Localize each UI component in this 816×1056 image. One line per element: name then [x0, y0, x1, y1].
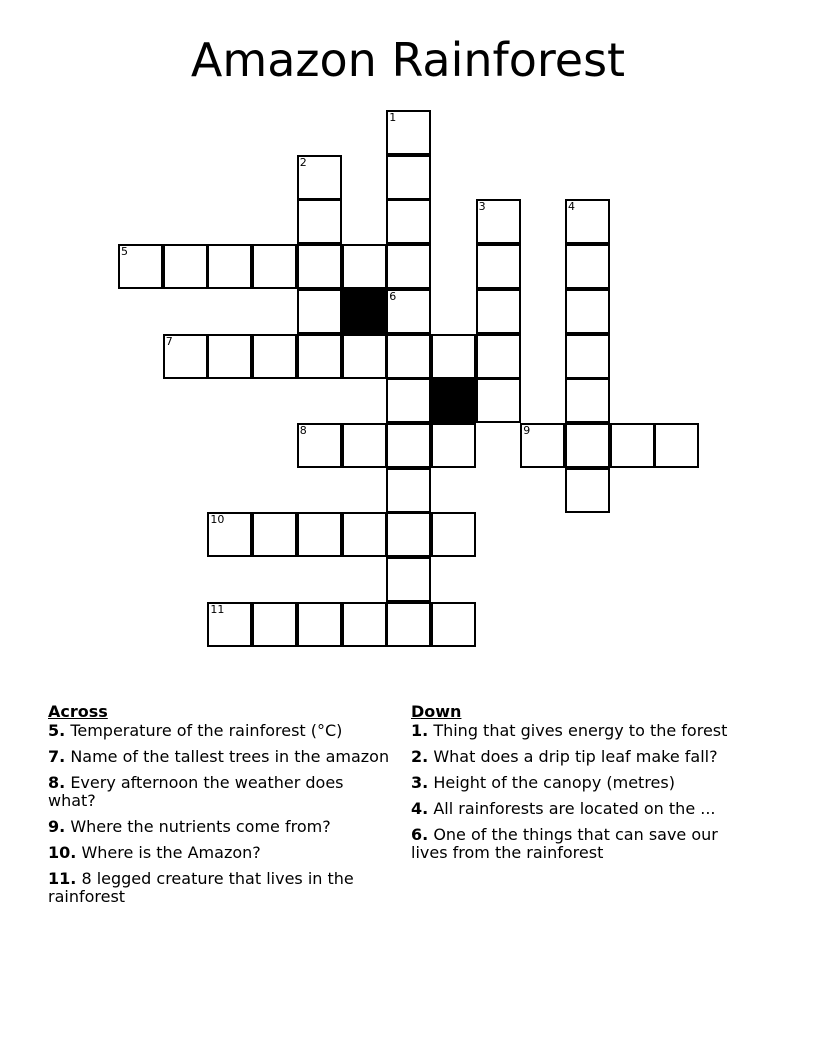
clue-text: All rainforests are located on the ...: [433, 799, 716, 818]
grid-cell[interactable]: [297, 199, 342, 244]
down-clue: [411, 722, 741, 740]
clue-text: Where the nutrients come from?: [70, 817, 331, 836]
across-clue: [48, 722, 393, 740]
grid-cell[interactable]: [431, 602, 476, 647]
down-clues: [411, 703, 741, 870]
clue-number: 6: [389, 289, 397, 303]
across-clue: [48, 774, 393, 810]
grid-cell[interactable]: [565, 289, 610, 334]
grid-cell[interactable]: [297, 289, 342, 334]
grid-cell[interactable]: [163, 334, 208, 379]
grid-cell[interactable]: [163, 244, 208, 289]
grid-cell[interactable]: [386, 423, 431, 468]
across-heading: Across: [48, 702, 108, 721]
grid-cell[interactable]: [565, 423, 610, 468]
grid-cell[interactable]: [297, 512, 342, 557]
clue-number-label: 6.: [411, 825, 429, 844]
grid-cell[interactable]: [342, 602, 387, 647]
clue-number-label: 3.: [411, 773, 429, 792]
clue-number-label: 8.: [48, 773, 66, 792]
grid-cell[interactable]: [565, 334, 610, 379]
clue-number: 11: [210, 602, 225, 616]
grid-cell[interactable]: [565, 244, 610, 289]
grid-cell[interactable]: [252, 334, 297, 379]
grid-cell[interactable]: [207, 334, 252, 379]
grid-cell[interactable]: [386, 244, 431, 289]
clue-number-label: 7.: [48, 747, 66, 766]
grid-cell[interactable]: [386, 289, 431, 334]
clue-text: 8 legged creature that lives in the rainforest: [48, 869, 354, 906]
grid-cell[interactable]: [431, 334, 476, 379]
grid-cell[interactable]: [342, 334, 387, 379]
grid-cell[interactable]: [386, 557, 431, 602]
grid-cell[interactable]: [386, 602, 431, 647]
grid-cell[interactable]: [342, 512, 387, 557]
clue-text: Every afternoon the weather does what?: [48, 773, 344, 810]
grid-cell[interactable]: [252, 512, 297, 557]
clue-number-label: 10.: [48, 843, 77, 862]
across-clue: [48, 818, 393, 836]
clue-number: 9: [523, 423, 531, 437]
grid-cell[interactable]: [610, 423, 655, 468]
grid-cell[interactable]: [297, 334, 342, 379]
clue-number-label: 2.: [411, 747, 429, 766]
grid-cell[interactable]: [252, 244, 297, 289]
clue-number-label: 4.: [411, 799, 429, 818]
clue-text: Temperature of the rainforest (°C): [70, 721, 343, 740]
clue-number: 2: [299, 155, 307, 169]
grid-cell[interactable]: [342, 423, 387, 468]
page-title: Amazon Rainforest: [190, 33, 626, 87]
grid-cell[interactable]: [386, 378, 431, 423]
clue-number-label: 5.: [48, 721, 66, 740]
grid-cell[interactable]: [297, 155, 342, 200]
clue-number: 5: [121, 245, 128, 259]
grid-cell[interactable]: [476, 244, 521, 289]
clue-text: Height of the canopy (metres): [433, 773, 675, 792]
grid-cell[interactable]: [297, 244, 342, 289]
clue-text: One of the things that can save our lives from the rainforest: [411, 825, 718, 862]
across-clue: [48, 748, 393, 766]
grid-cell[interactable]: [386, 199, 431, 244]
grid-cell[interactable]: [297, 423, 342, 468]
clue-number-label: 9.: [48, 817, 66, 836]
grid-cell[interactable]: [431, 423, 476, 468]
down-clue: [411, 748, 741, 766]
grid-cell[interactable]: [565, 378, 610, 423]
down-clue: [411, 774, 741, 792]
across-clue: [48, 870, 393, 906]
black-cell: [342, 289, 387, 334]
down-heading: Down: [411, 702, 462, 721]
grid-cell[interactable]: [565, 199, 610, 244]
clue-number: 3: [478, 200, 486, 214]
grid-cell[interactable]: [654, 423, 699, 468]
clue-number-label: 1.: [411, 721, 429, 740]
clue-number: 4: [568, 200, 575, 214]
grid-cell[interactable]: [520, 423, 565, 468]
grid-cell[interactable]: [342, 244, 387, 289]
grid-cell[interactable]: [386, 110, 431, 155]
grid-cell[interactable]: [476, 378, 521, 423]
grid-cell[interactable]: [207, 602, 252, 647]
grid-cell[interactable]: [207, 244, 252, 289]
grid-cell[interactable]: [386, 155, 431, 200]
grid-cell[interactable]: [207, 512, 252, 557]
grid-cell[interactable]: [118, 244, 163, 289]
clue-number: 10: [210, 513, 225, 527]
clue-number: 8: [299, 423, 307, 437]
clue-text: What does a drip tip leaf make fall?: [433, 747, 718, 766]
clue-number: 7: [165, 334, 173, 348]
clue-text: Name of the tallest trees in the amazon: [70, 747, 390, 766]
down-clue: [411, 826, 741, 862]
down-clue-list: [411, 722, 741, 862]
grid-cell[interactable]: [565, 468, 610, 513]
grid-cell[interactable]: [297, 602, 342, 647]
grid-cell[interactable]: [476, 334, 521, 379]
grid-cell[interactable]: [476, 289, 521, 334]
clue-number-label: 11.: [48, 869, 77, 888]
grid-cell[interactable]: [386, 334, 431, 379]
across-clues: [48, 703, 393, 914]
down-clue: [411, 800, 741, 818]
grid-cell[interactable]: [386, 468, 431, 513]
across-clue-list: [48, 722, 393, 906]
across-clue: [48, 844, 393, 862]
clue-number: 1: [389, 111, 397, 124]
grid-cell[interactable]: [476, 199, 521, 244]
black-cell: [431, 378, 476, 423]
clue-text: Thing that gives energy to the forest: [433, 721, 728, 740]
grid-cell[interactable]: [252, 602, 297, 647]
grid-cell[interactable]: [431, 512, 476, 557]
clue-text: Where is the Amazon?: [81, 843, 261, 862]
grid-cell[interactable]: [386, 512, 431, 557]
